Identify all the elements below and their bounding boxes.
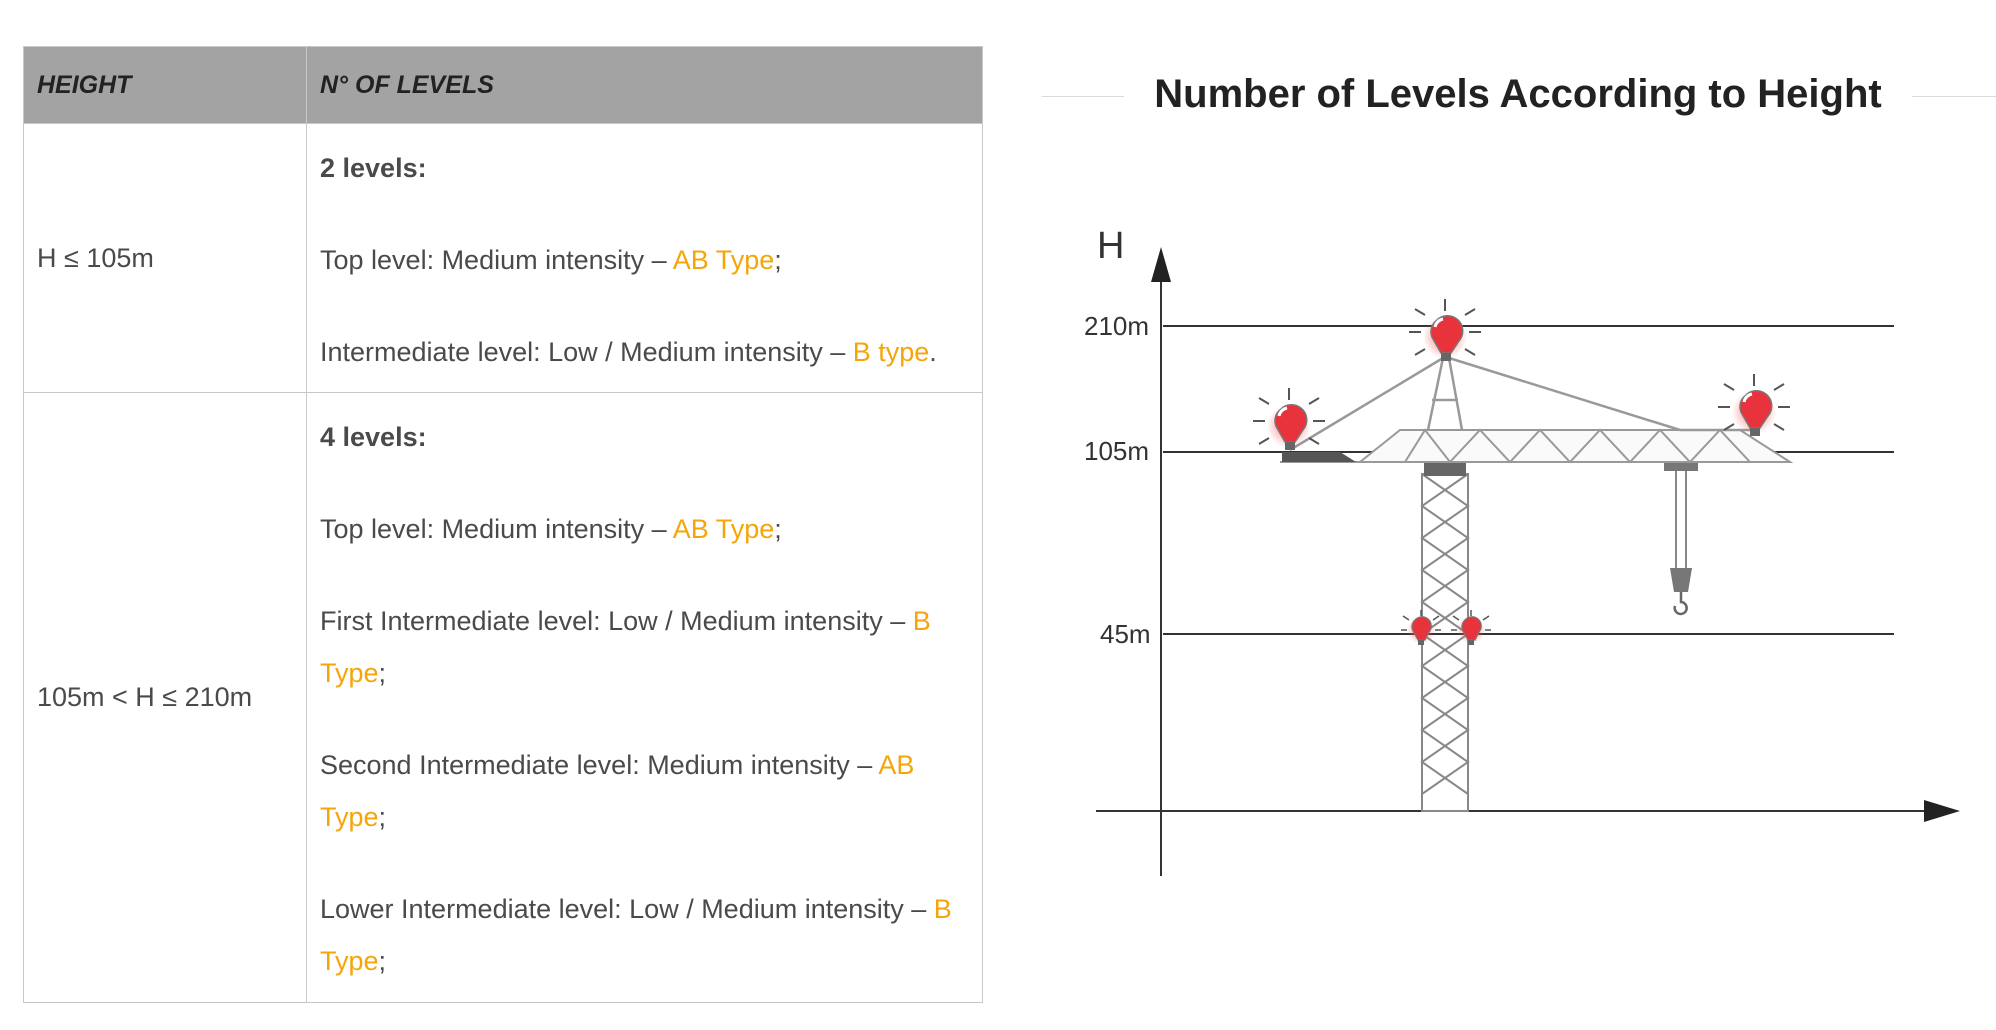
crane-hook: [1664, 463, 1698, 614]
level-label-210: 210m: [1084, 311, 1150, 341]
lamp-jib-tip-icon: [1718, 374, 1790, 436]
levels-cell: [307, 124, 983, 393]
counterweight: [1282, 452, 1356, 462]
level-text: Lower Intermediate level: Low / Medium intensity –: [320, 894, 934, 924]
level-text: ;: [774, 245, 782, 275]
lamp-top-icon: [1409, 299, 1481, 361]
level-line: [320, 883, 969, 987]
level-line: [320, 595, 969, 699]
level-line: [320, 326, 969, 378]
type-highlight: B Type: [320, 894, 952, 976]
level-line: [320, 503, 969, 555]
level-text: ;: [378, 658, 387, 688]
diagram-title: Number of Levels According to Height: [1124, 72, 1911, 117]
y-axis-arrow: [1151, 247, 1171, 282]
level-text: Top level: Medium intensity –: [320, 514, 673, 544]
level-text: Top level: Medium intensity –: [320, 245, 673, 275]
x-axis-arrow: [1924, 800, 1960, 822]
level-text: .: [929, 337, 937, 367]
crane-diagram: [1040, 60, 1996, 910]
height-cell: 105m < H ≤ 210m: [24, 393, 307, 1003]
level-text: ;: [378, 946, 387, 976]
table-row: [24, 124, 983, 393]
slewing-unit: [1424, 462, 1466, 476]
header-height: HEIGHT: [24, 47, 307, 124]
height-cell: H ≤ 105m: [24, 124, 307, 393]
level-line: [320, 234, 969, 286]
table-header-row: [24, 47, 983, 124]
type-highlight: AB Type: [672, 245, 775, 275]
level-text: Intermediate level: Low / Medium intensity –: [320, 337, 853, 367]
level-label-45: 45m: [1100, 619, 1151, 649]
level-label-105: 105m: [1084, 436, 1150, 466]
level-text: ;: [378, 802, 387, 832]
type-highlight: AB Type: [672, 514, 775, 544]
levels-table: [23, 46, 983, 1003]
type-highlight: AB Type: [320, 750, 915, 832]
level-text: Second Intermediate level: Medium intensity –: [320, 750, 879, 780]
table-row: [24, 393, 983, 1003]
level-line: [320, 739, 969, 843]
level-text: First Intermediate level: Low / Medium intensity –: [320, 606, 913, 636]
levels-cell: [307, 393, 983, 1003]
lamp-mast-left-icon: [1401, 610, 1441, 645]
axis-label-h: H: [1097, 225, 1125, 267]
crane-jib: [1280, 430, 1790, 462]
level-text: 2 levels:: [320, 153, 427, 183]
level-line: [320, 142, 969, 194]
header-levels: N° OF LEVELS: [307, 47, 983, 124]
level-text: 4 levels:: [320, 422, 427, 452]
crane-mast: [1422, 474, 1468, 811]
level-line: [320, 411, 969, 463]
lamp-counterjib-icon: [1253, 388, 1325, 450]
type-highlight: B Type: [320, 606, 931, 688]
level-text: ;: [774, 514, 782, 544]
type-highlight: B type: [852, 337, 930, 367]
